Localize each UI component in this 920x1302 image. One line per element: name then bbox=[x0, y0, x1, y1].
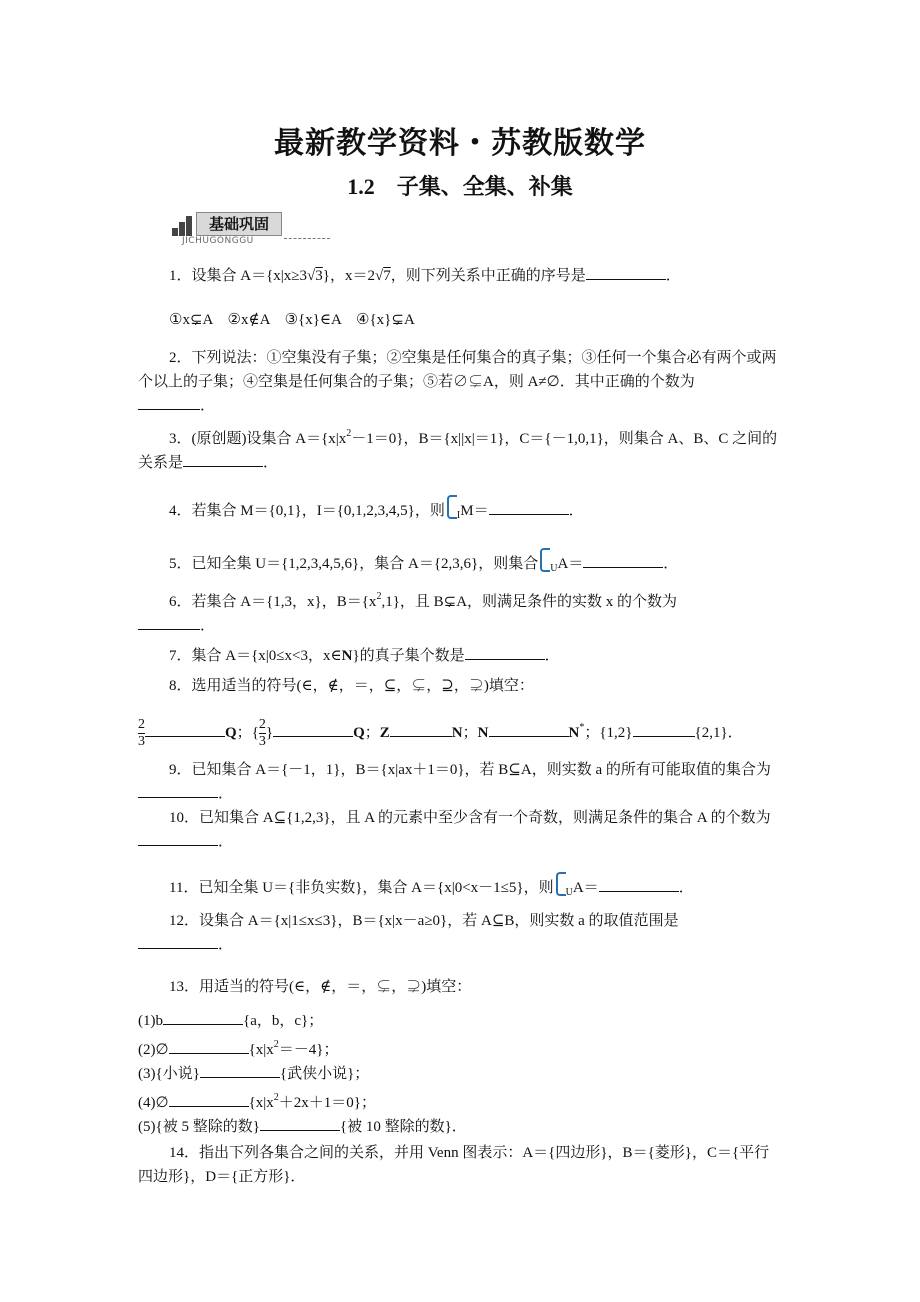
q4-text: 4．若集合 M＝{0,1}，I＝{0,1,2,3,4,5}，则 bbox=[169, 503, 445, 519]
question-8-blanks bbox=[138, 716, 782, 750]
fraction-denominator: 3 bbox=[138, 734, 145, 750]
q13-item-suffix-2: ＝－4}； bbox=[278, 1042, 339, 1059]
q13-item-suffix: {x|x bbox=[248, 1042, 274, 1059]
complement-subscript: U bbox=[565, 887, 573, 899]
q11-end: ． bbox=[678, 880, 694, 897]
q11-text: 11．已知全集 U＝{非负实数}，集合 A＝{x|0<x－1≤5}，则 bbox=[169, 880, 554, 897]
answer-blank[interactable] bbox=[169, 1092, 249, 1107]
answer-blank[interactable] bbox=[138, 783, 218, 798]
q13-item bbox=[138, 1086, 782, 1115]
rationals-symbol: Q bbox=[225, 725, 237, 741]
question-9 bbox=[138, 758, 782, 806]
complement-icon bbox=[447, 495, 457, 519]
answer-blank[interactable] bbox=[138, 615, 200, 630]
fraction bbox=[138, 717, 145, 750]
fraction-numerator: 2 bbox=[258, 717, 266, 733]
fraction-numerator: 2 bbox=[138, 717, 145, 733]
q10-text: 10．已知集合 A⊆{1,2,3}，且 A 的元素中至少含有一个奇数，则满足条件的集合 A 的个数为 bbox=[169, 810, 771, 827]
q6-text: 6．若集合 A＝{1,3，x}，B＝{x bbox=[169, 594, 377, 610]
sqrt-symbol: √ bbox=[307, 268, 316, 284]
q8-end: ． bbox=[727, 725, 743, 741]
answer-blank[interactable] bbox=[586, 265, 666, 280]
rationals-symbol: Q bbox=[353, 725, 365, 741]
answer-blank[interactable] bbox=[138, 934, 218, 949]
q1-text-3: ，则下列关系中正确的序号是 bbox=[390, 268, 586, 284]
positive-naturals-symbol: N bbox=[568, 725, 580, 741]
exponent: 2 bbox=[273, 1092, 279, 1104]
q13-item-prefix: (1)b bbox=[138, 1013, 163, 1030]
sqrt-symbol: √ bbox=[374, 268, 384, 284]
header-title: 最新教学资料・苏教版数学 bbox=[274, 126, 646, 161]
naturals-symbol: N bbox=[477, 725, 489, 741]
q5-text: 5．已知全集 U＝{1,2,3,4,5,6}，集合 A＝{2,3,6}，则集合 bbox=[169, 556, 539, 572]
q2-text: 2．下列说法：①空集没有子集；②空集是任何集合的真子集；③任何一个集合必有两个或两个以上的子集；④空集是任何集合的子集；⑤若∅⊊A，则 A≠∅．其中正确的个数为 bbox=[138, 350, 777, 390]
natural-numbers-symbol: N bbox=[341, 648, 353, 664]
question-6 bbox=[138, 585, 782, 638]
q6-text-2: ,1}，且 B⊊A，则满足条件的实数 x 的个数为 bbox=[381, 594, 678, 610]
answer-blank[interactable] bbox=[200, 1063, 280, 1078]
exponent: 2 bbox=[346, 428, 352, 439]
q1-end: ． bbox=[665, 268, 681, 284]
exponent: 2 bbox=[376, 591, 382, 602]
set-literal: {1,2} bbox=[599, 725, 633, 741]
q12-end: ． bbox=[218, 937, 234, 954]
answer-blank[interactable] bbox=[138, 831, 218, 846]
q13-item-suffix-2: ＋2x＋1＝0}； bbox=[278, 1095, 376, 1112]
set-literal: {2,1} bbox=[694, 725, 728, 741]
q13-item-prefix: (3){小说} bbox=[138, 1066, 200, 1083]
answer-blank[interactable] bbox=[163, 1010, 243, 1025]
complement-icon bbox=[556, 872, 566, 896]
question-1 bbox=[138, 264, 782, 288]
q3-text-2: －1＝0}，B＝{x||x|＝1}，C＝{－1,0,1}，则集合 A、B、C 之间的关系是 bbox=[138, 431, 778, 471]
answer-blank[interactable] bbox=[599, 877, 679, 892]
q1-radicand-2: 7 bbox=[383, 268, 391, 284]
q2-end: ． bbox=[200, 398, 216, 414]
q11-text-2: A＝ bbox=[572, 880, 599, 897]
question-5 bbox=[138, 548, 782, 581]
question-12 bbox=[138, 909, 782, 957]
q7-end: ． bbox=[544, 648, 560, 664]
complement-icon bbox=[540, 548, 550, 572]
q13-item-prefix: (2)∅ bbox=[138, 1042, 169, 1059]
q7-text-2: }的真子集个数是 bbox=[352, 648, 465, 664]
separator: ； bbox=[462, 725, 478, 741]
separator: ； bbox=[236, 725, 252, 741]
answer-blank[interactable] bbox=[183, 452, 263, 467]
left-brace: { bbox=[251, 725, 259, 741]
question-10 bbox=[138, 806, 782, 854]
q10-end: ． bbox=[218, 834, 234, 851]
q9-text: 9．已知集合 A＝{－1，1}，B＝{x|ax＋1＝0}，若 B⊆A，则实数 a 的所有可能取值的集合为 bbox=[169, 762, 771, 779]
q3-text: 3．(原创题)设集合 A＝{x|x bbox=[169, 431, 347, 447]
q7-text: 7．集合 A＝{x|0≤x<3，x∈ bbox=[169, 648, 342, 664]
q13-item bbox=[138, 1009, 782, 1033]
section-title: 1.2 子集、全集、补集 bbox=[347, 174, 573, 199]
q5-end: ． bbox=[663, 556, 679, 572]
star-superscript: * bbox=[579, 722, 585, 733]
q13-item-suffix: {被 10 整除的数}． bbox=[339, 1119, 467, 1136]
q13-item-suffix: {武侠小说}； bbox=[279, 1066, 370, 1083]
stair-blocks-icon bbox=[172, 214, 196, 236]
answer-blank[interactable] bbox=[169, 1039, 249, 1054]
q5-text-2: A＝ bbox=[557, 556, 584, 572]
fraction-denominator: 3 bbox=[258, 734, 266, 750]
answer-blank[interactable] bbox=[633, 722, 695, 737]
question-13: 13．用适当的符号(∈，∉，＝，⊊，⊋)填空： bbox=[169, 979, 472, 996]
answer-blank[interactable] bbox=[273, 722, 353, 737]
complement-subscript: U bbox=[550, 563, 558, 574]
q4-text-2: M＝ bbox=[460, 503, 489, 519]
q13-item bbox=[138, 1033, 782, 1062]
badge-divider bbox=[284, 238, 330, 239]
q1-text-2: }，x＝2 bbox=[322, 268, 375, 284]
q13-item-suffix: {x|x bbox=[248, 1095, 274, 1112]
q13-item-prefix: (4)∅ bbox=[138, 1095, 169, 1112]
naturals-symbol: N bbox=[451, 725, 463, 741]
q13-item-prefix: (5){被 5 整除的数} bbox=[138, 1119, 260, 1136]
complement-subscript: I bbox=[456, 510, 461, 521]
question-1-options: ①x⊊A ②x∉A ③{x}∈A ④{x}⊊A bbox=[169, 312, 415, 328]
question-3 bbox=[138, 422, 782, 475]
separator: ； bbox=[364, 725, 380, 741]
q13-item bbox=[138, 1062, 782, 1086]
separator: ； bbox=[584, 725, 600, 741]
question-8: 8．选用适当的符号(∈，∉，＝，⊆，⊊，⊇，⊋)填空： bbox=[169, 678, 534, 694]
exercise-list bbox=[138, 262, 782, 1189]
question-7 bbox=[138, 644, 782, 668]
answer-blank[interactable] bbox=[465, 645, 545, 660]
question-2 bbox=[138, 346, 782, 418]
answer-blank[interactable] bbox=[390, 722, 452, 737]
answer-blank[interactable] bbox=[138, 395, 200, 410]
q13-item-suffix: {a，b，c}； bbox=[243, 1013, 324, 1030]
q1-radicand: 3 bbox=[315, 268, 323, 284]
answer-blank[interactable] bbox=[145, 722, 225, 737]
question-14: 14．指出下列各集合之间的关系，并用 Venn 图表示：A＝{四边形}，B＝{菱形}，C＝{平行四边形}，D＝{正方形}． bbox=[138, 1145, 770, 1186]
q3-end: ． bbox=[263, 455, 279, 471]
q4-end: ． bbox=[568, 503, 584, 519]
fraction bbox=[259, 717, 266, 750]
integers-symbol: Z bbox=[379, 725, 390, 741]
badge-label: 基础巩固 bbox=[196, 212, 282, 236]
question-13-items bbox=[138, 1009, 782, 1139]
section-badge bbox=[172, 210, 332, 244]
badge-subtitle: JICHUGONGGU bbox=[182, 236, 254, 246]
answer-blank[interactable] bbox=[260, 1116, 340, 1131]
answer-blank[interactable] bbox=[583, 553, 663, 568]
exponent: 2 bbox=[273, 1039, 279, 1051]
answer-blank[interactable] bbox=[489, 722, 569, 737]
answer-blank[interactable] bbox=[489, 500, 569, 515]
q12-text: 12．设集合 A＝{x|1≤x≤3}，B＝{x|x－a≥0}，若 A⊆B，则实数 a 的取值范围是 bbox=[169, 913, 679, 930]
q13-item bbox=[138, 1115, 782, 1139]
q1-text: 1．设集合 A＝{x|x≥3 bbox=[169, 268, 308, 284]
question-11 bbox=[138, 872, 782, 905]
question-4 bbox=[138, 495, 782, 528]
q9-end: ． bbox=[218, 786, 234, 803]
q6-end: ． bbox=[200, 618, 216, 634]
right-brace: } bbox=[265, 725, 274, 741]
